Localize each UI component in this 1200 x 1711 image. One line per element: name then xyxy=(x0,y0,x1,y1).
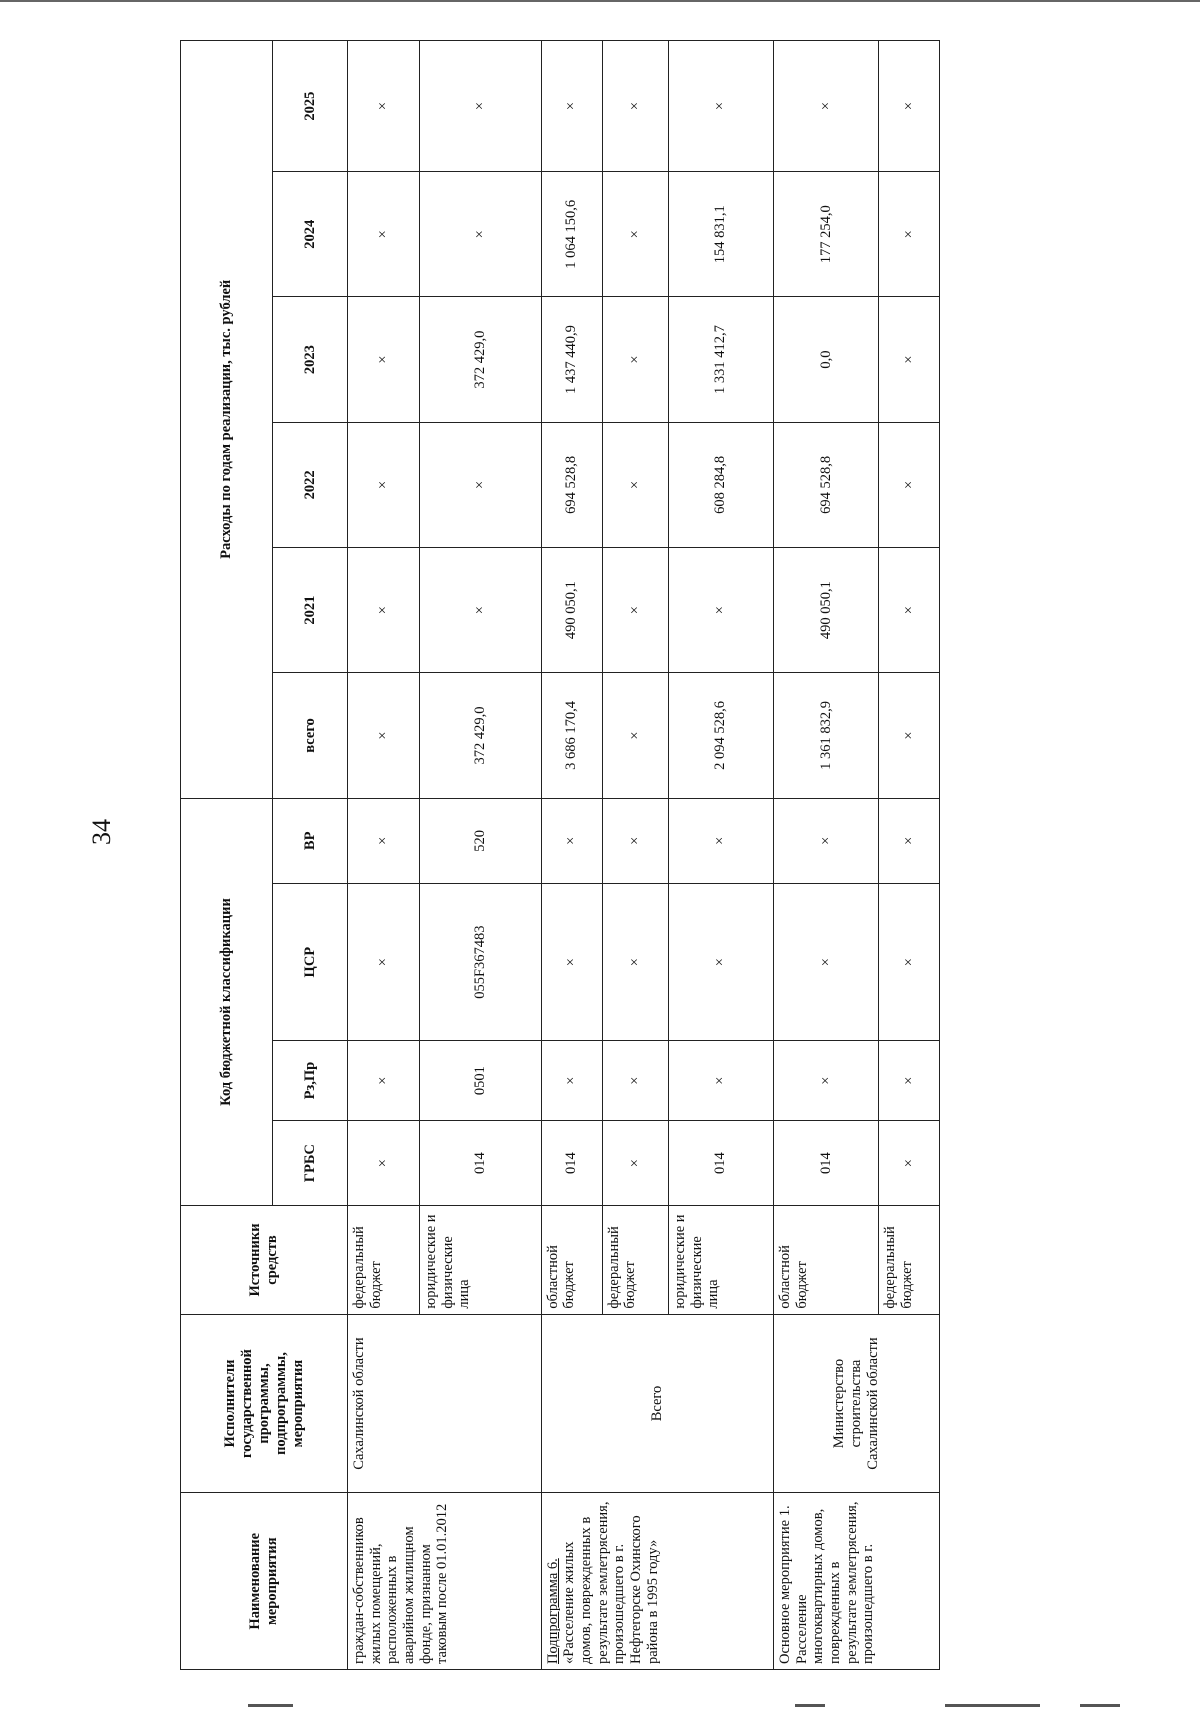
grbs-cell: 014 xyxy=(668,1120,773,1205)
scan-mark xyxy=(795,1704,825,1707)
header-name: Наименование мероприятия xyxy=(181,1493,348,1670)
vr-cell: × xyxy=(879,798,940,883)
y2023-cell: × xyxy=(348,297,420,422)
header-2021: 2021 xyxy=(273,548,348,673)
header-sources: Источники средств xyxy=(181,1206,348,1314)
y2023-cell: 0,0 xyxy=(774,297,879,422)
grbs-cell: 014 xyxy=(541,1120,602,1205)
y2025-cell: × xyxy=(774,41,879,172)
csr-cell: × xyxy=(348,884,420,1041)
total-cell: 372 429,0 xyxy=(419,673,541,798)
subprogram-link[interactable]: Подпрограмма 6. xyxy=(544,1558,561,1664)
header-vr: ВР xyxy=(273,798,348,883)
header-2023: 2023 xyxy=(273,297,348,422)
table-row xyxy=(348,41,420,1670)
vr-cell: × xyxy=(602,798,668,883)
y2022-cell: × xyxy=(419,422,541,547)
csr-cell: 055F367483 xyxy=(419,884,541,1041)
source: областной бюджет xyxy=(774,1206,879,1314)
vr-cell: × xyxy=(541,798,602,883)
csr-cell: × xyxy=(774,884,879,1041)
rzpr-cell: × xyxy=(774,1041,879,1121)
header-grbs: ГРБС xyxy=(273,1120,348,1205)
total-cell: 3 686 170,4 xyxy=(541,673,602,798)
y2021-cell: 490 050,1 xyxy=(774,548,879,673)
rzpr-cell: × xyxy=(348,1041,420,1121)
source: юридические и физические лица xyxy=(419,1206,541,1314)
csr-cell: × xyxy=(602,884,668,1041)
y2025-cell: × xyxy=(419,41,541,172)
subprogram-title: «Расселение жилых домов, поврежденных в результате землетрясения, произошедшего в г. Нефтегорске Охинского района в 1995 году» xyxy=(561,1501,661,1664)
y2023-cell: 1 331 412,7 xyxy=(668,297,773,422)
header-2024: 2024 xyxy=(273,172,348,297)
y2021-cell: × xyxy=(668,548,773,673)
y2022-cell: × xyxy=(879,422,940,547)
vr-cell: 520 xyxy=(419,798,541,883)
source: федеральный бюджет xyxy=(602,1206,668,1314)
total-cell: × xyxy=(348,673,420,798)
grbs-cell: × xyxy=(879,1120,940,1205)
y2024-cell: 1 064 150,6 xyxy=(541,172,602,297)
top-border-line xyxy=(0,0,1200,2)
header-csr: ЦСР xyxy=(273,884,348,1041)
executor: Министерство строительства Сахалинской области xyxy=(774,1314,940,1493)
rzpr-cell: × xyxy=(879,1041,940,1121)
y2021-cell: × xyxy=(419,548,541,673)
source: областной бюджет xyxy=(541,1206,602,1314)
grbs-cell: × xyxy=(348,1120,420,1205)
rzpr-cell: 0501 xyxy=(419,1041,541,1121)
y2021-cell: × xyxy=(348,548,420,673)
executor: Всего xyxy=(541,1314,773,1493)
y2024-cell: × xyxy=(602,172,668,297)
total-cell: × xyxy=(879,673,940,798)
y2025-cell: × xyxy=(541,41,602,172)
vr-cell: × xyxy=(668,798,773,883)
vr-cell: × xyxy=(348,798,420,883)
header-total: всего xyxy=(273,673,348,798)
budget-table xyxy=(180,40,940,1670)
scan-mark xyxy=(945,1704,1040,1707)
grbs-cell: 014 xyxy=(419,1120,541,1205)
y2024-cell: × xyxy=(348,172,420,297)
measure-name: Основное мероприятие 1. Расселение многоквартирных домов, поврежденных в результате землетрясения, произошедшего в г. xyxy=(774,1493,940,1670)
y2023-cell: × xyxy=(602,297,668,422)
rzpr-cell: × xyxy=(602,1041,668,1121)
scan-mark xyxy=(1080,1704,1120,1707)
y2022-cell: 694 528,8 xyxy=(541,422,602,547)
y2024-cell: 177 254,0 xyxy=(774,172,879,297)
executor: Сахалинской области xyxy=(348,1314,542,1493)
grbs-cell: 014 xyxy=(774,1120,879,1205)
table-row xyxy=(774,41,879,1670)
measure-name: граждан-собственников жилых помещений, расположенных в аварийном жилищном фонде, признанном таковым после 01.01.2012 xyxy=(348,1493,542,1670)
header-executors: Исполнители государственной программы, подпрограммы, мероприятия xyxy=(181,1314,348,1493)
y2024-cell: × xyxy=(879,172,940,297)
subprogram-name xyxy=(541,1493,773,1670)
grbs-cell: × xyxy=(602,1120,668,1205)
y2022-cell: 694 528,8 xyxy=(774,422,879,547)
y2025-cell: × xyxy=(668,41,773,172)
csr-cell: × xyxy=(879,884,940,1041)
vr-cell: × xyxy=(774,798,879,883)
total-cell: × xyxy=(602,673,668,798)
page-number: 34 xyxy=(87,819,116,845)
header-expenses: Расходы по годам реализации, тыс. рублей xyxy=(181,41,273,799)
source: юридические и физические лица xyxy=(668,1206,773,1314)
y2023-cell: 1 437 440,9 xyxy=(541,297,602,422)
rotated-table-wrapper xyxy=(180,40,940,1670)
header-budget-code: Код бюджетной классификации xyxy=(181,798,273,1206)
scan-mark xyxy=(248,1704,293,1707)
y2021-cell: × xyxy=(879,548,940,673)
y2025-cell: × xyxy=(879,41,940,172)
header-2022: 2022 xyxy=(273,422,348,547)
y2021-cell: 490 050,1 xyxy=(541,548,602,673)
rzpr-cell: × xyxy=(668,1041,773,1121)
y2022-cell: × xyxy=(348,422,420,547)
table-row xyxy=(541,41,602,1670)
y2022-cell: × xyxy=(602,422,668,547)
header-rzpr: Рз,Пр xyxy=(273,1041,348,1121)
source: федеральный бюджет xyxy=(879,1206,940,1314)
y2025-cell: × xyxy=(348,41,420,172)
y2023-cell: × xyxy=(879,297,940,422)
y2024-cell: 154 831,1 xyxy=(668,172,773,297)
csr-cell: × xyxy=(668,884,773,1041)
total-cell: 2 094 528,6 xyxy=(668,673,773,798)
y2025-cell: × xyxy=(602,41,668,172)
y2022-cell: 608 284,8 xyxy=(668,422,773,547)
source: федеральный бюджет xyxy=(348,1206,420,1314)
header-2025: 2025 xyxy=(273,41,348,172)
rzpr-cell: × xyxy=(541,1041,602,1121)
csr-cell: × xyxy=(541,884,602,1041)
y2021-cell: × xyxy=(602,548,668,673)
y2023-cell: 372 429,0 xyxy=(419,297,541,422)
bottom-scan-marks xyxy=(0,1704,1200,1708)
total-cell: 1 361 832,9 xyxy=(774,673,879,798)
y2024-cell: × xyxy=(419,172,541,297)
header-row-1 xyxy=(181,41,273,1670)
